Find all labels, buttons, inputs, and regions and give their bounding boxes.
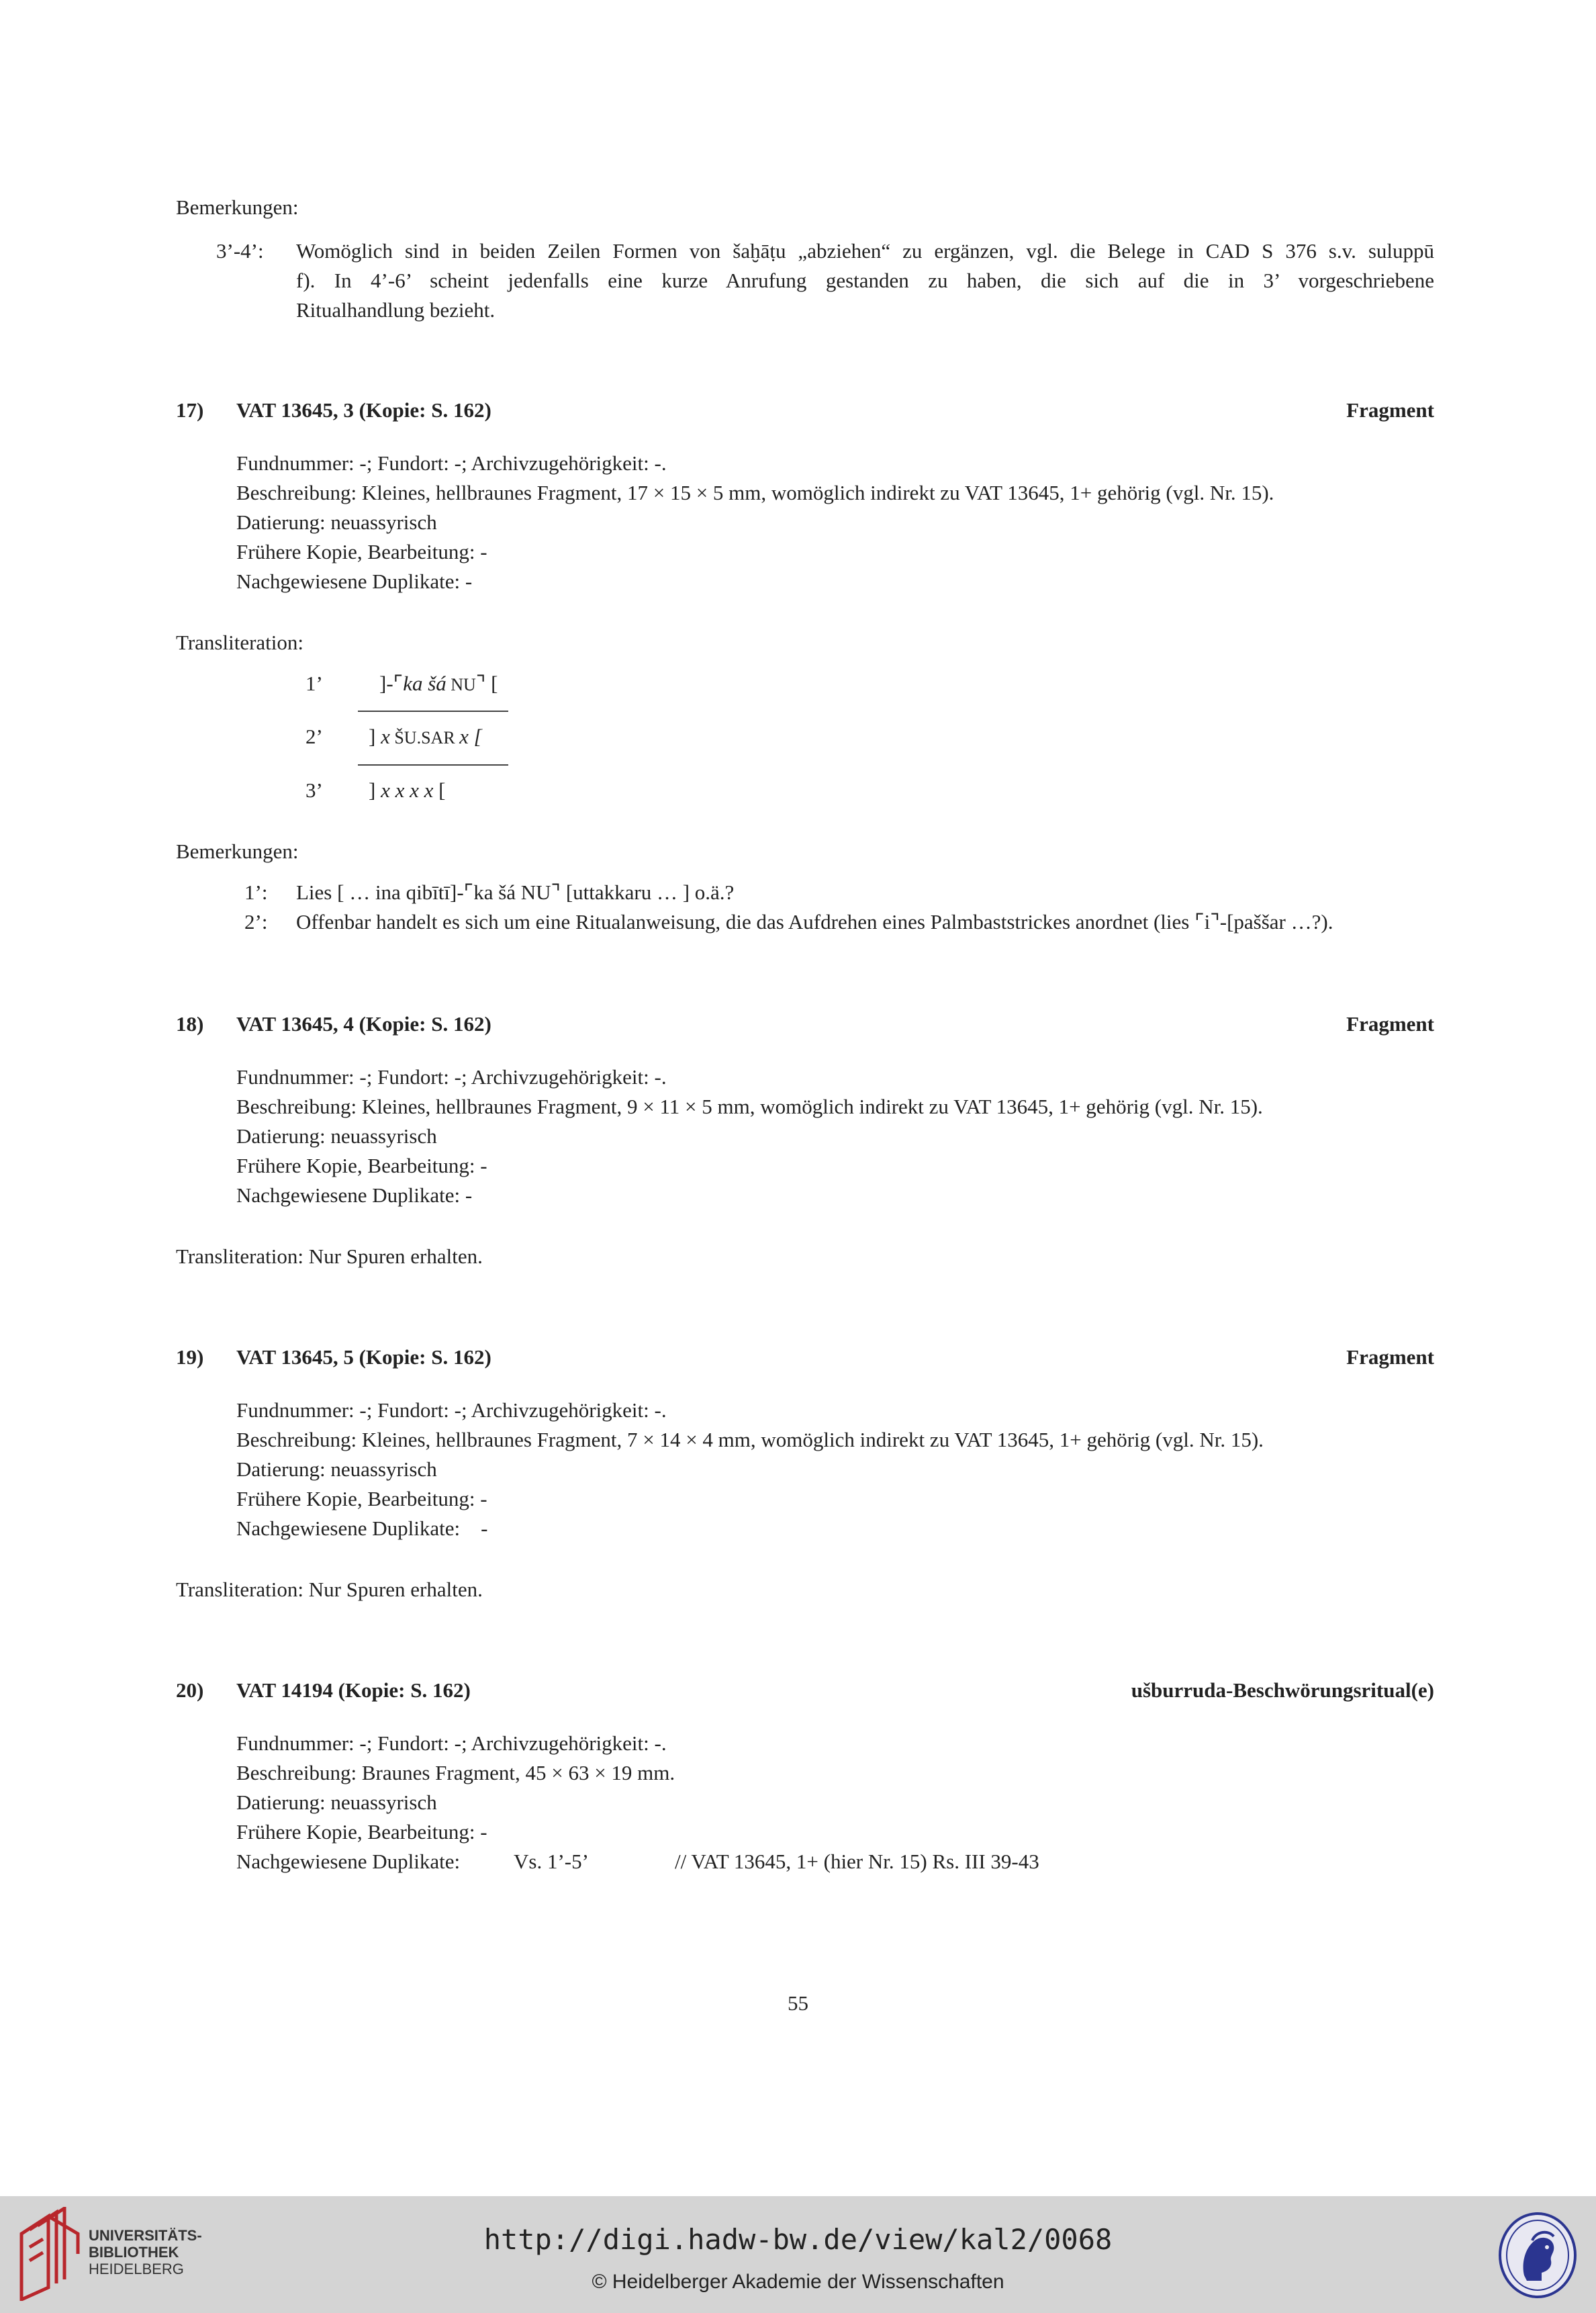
entry-title: VAT 13645, 3 (Kopie: S. 162) bbox=[236, 398, 491, 422]
meta-line: Beschreibung: Kleines, hellbraunes Fragment, 7 × 14 × 4 mm, womöglich indirekt zu VAT 13645, 1+ gehörig (vgl. Nr. 15). bbox=[236, 1428, 1264, 1451]
remarks-label: Bemerkungen: bbox=[176, 195, 299, 219]
entry-title: VAT 13645, 4 (Kopie: S. 162) bbox=[236, 1012, 491, 1036]
transliteration-label: Transliteration: Nur Spuren erhalten. bbox=[176, 1244, 483, 1268]
entry-genre: ušburruda-Beschwörungsritual(e) bbox=[1131, 1678, 1434, 1702]
meta-line: Datierung: neuassyrisch bbox=[236, 1457, 437, 1481]
remark-text-line: f). In 4’-6’ scheint jedenfalls eine kurze Anrufung gestanden zu haben, die sich auf die in 3’ vorgeschriebene bbox=[296, 269, 1434, 292]
meta-line: Beschreibung: Braunes Fragment, 45 × 63 × 19 mm. bbox=[236, 1761, 675, 1784]
duplicates-range: Vs. 1’-5’ bbox=[514, 1850, 589, 1873]
meta-line: Fundnummer: -; Fundort: -; Archivzugehörigkeit: -. bbox=[236, 1065, 667, 1089]
remark-text-line: Womöglich sind in beiden Zeilen Formen von šaḫāṭu „abziehen“ zu ergänzen, vgl. die Belege in CAD S 376 s.v. suluppū bbox=[296, 239, 1434, 263]
entry-number: 20) bbox=[176, 1678, 204, 1702]
remark-number: 3’-4’: bbox=[216, 239, 264, 263]
transliteration-label: Transliteration: bbox=[176, 631, 304, 654]
duplicates-label: Nachgewiesene Duplikate: bbox=[236, 1850, 461, 1873]
meta-line: Datierung: neuassyrisch bbox=[236, 1124, 437, 1148]
remarks-label: Bemerkungen: bbox=[176, 840, 299, 863]
transliteration-label: Transliteration: Nur Spuren erhalten. bbox=[176, 1578, 483, 1601]
line-divider bbox=[358, 764, 508, 766]
entry-number: 18) bbox=[176, 1012, 204, 1036]
transliteration-line: ]-⌜ka šá NU⌝ [ bbox=[379, 672, 498, 695]
library-name: UNIVERSITÄTS- BIBLIOTHEK HEIDELBERG bbox=[89, 2227, 202, 2277]
page-number: 55 bbox=[788, 1991, 808, 2015]
remark-text: Lies [ … ina qibītī]-⌜ka šá NU⌝ [uttakkaru … ] o.ä.? bbox=[296, 880, 735, 904]
remark-text: Offenbar handelt es sich um eine Ritualanweisung, die das Aufdrehen eines Palmbaststrickes anordnet (lies ⌜i⌝-[paššar …?). bbox=[296, 910, 1333, 934]
transliteration-line: ] x x x x [ bbox=[369, 778, 446, 802]
entry-number: 19) bbox=[176, 1345, 204, 1369]
document-url-link[interactable]: http://digi.hadw-bw.de/view/kal2/0068 bbox=[483, 2223, 1113, 2256]
meta-line: Fundnummer: -; Fundort: -; Archivzugehörigkeit: -. bbox=[236, 1398, 667, 1422]
entry-number: 17) bbox=[176, 398, 204, 422]
meta-line: Beschreibung: Kleines, hellbraunes Fragment, 9 × 11 × 5 mm, womöglich indirekt zu VAT 13645, 1+ gehörig (vgl. Nr. 15). bbox=[236, 1095, 1263, 1118]
transliteration-line: ] x ŠU.SAR x [ bbox=[369, 725, 482, 748]
footer-bar bbox=[0, 2196, 1596, 2313]
duplicates-reference: // VAT 13645, 1+ (hier Nr. 15) Rs. III 39-43 bbox=[675, 1850, 1039, 1873]
line-number: 2’ bbox=[306, 725, 323, 748]
meta-line: Frühere Kopie, Bearbeitung: - bbox=[236, 1820, 487, 1844]
entry-title: VAT 13645, 5 (Kopie: S. 162) bbox=[236, 1345, 491, 1369]
meta-line: Datierung: neuassyrisch bbox=[236, 1790, 437, 1814]
entry-genre: Fragment bbox=[1346, 1012, 1434, 1036]
meta-line: Fundnummer: -; Fundort: -; Archivzugehörigkeit: -. bbox=[236, 451, 667, 475]
meta-line: Frühere Kopie, Bearbeitung: - bbox=[236, 1154, 487, 1177]
meta-line: Nachgewiesene Duplikate: - bbox=[236, 1183, 473, 1207]
remark-number: 1’: bbox=[244, 880, 268, 904]
meta-line: Nachgewiesene Duplikate: - bbox=[236, 1516, 488, 1540]
meta-line: Frühere Kopie, Bearbeitung: - bbox=[236, 1487, 487, 1510]
line-divider bbox=[358, 711, 508, 712]
academy-seal-icon bbox=[1497, 2211, 1578, 2300]
remark-number: 2’: bbox=[244, 910, 268, 934]
line-number: 3’ bbox=[306, 778, 323, 802]
meta-line: Beschreibung: Kleines, hellbraunes Fragment, 17 × 15 × 5 mm, womöglich indirekt zu VAT 13645, 1+ gehörig (vgl. Nr. 15). bbox=[236, 481, 1274, 504]
meta-line: Datierung: neuassyrisch bbox=[236, 510, 437, 534]
line-number: 1’ bbox=[306, 672, 323, 695]
meta-line: Frühere Kopie, Bearbeitung: - bbox=[236, 540, 487, 563]
remark-text-line: Ritualhandlung bezieht. bbox=[296, 298, 496, 322]
copyright-notice: © Heidelberger Akademie der Wissenschaften bbox=[592, 2271, 1004, 2293]
meta-line: Nachgewiesene Duplikate: - bbox=[236, 570, 473, 593]
entry-genre: Fragment bbox=[1346, 1345, 1434, 1369]
meta-line: Fundnummer: -; Fundort: -; Archivzugehörigkeit: -. bbox=[236, 1731, 667, 1755]
entry-genre: Fragment bbox=[1346, 398, 1434, 422]
entry-title: VAT 14194 (Kopie: S. 162) bbox=[236, 1678, 471, 1702]
